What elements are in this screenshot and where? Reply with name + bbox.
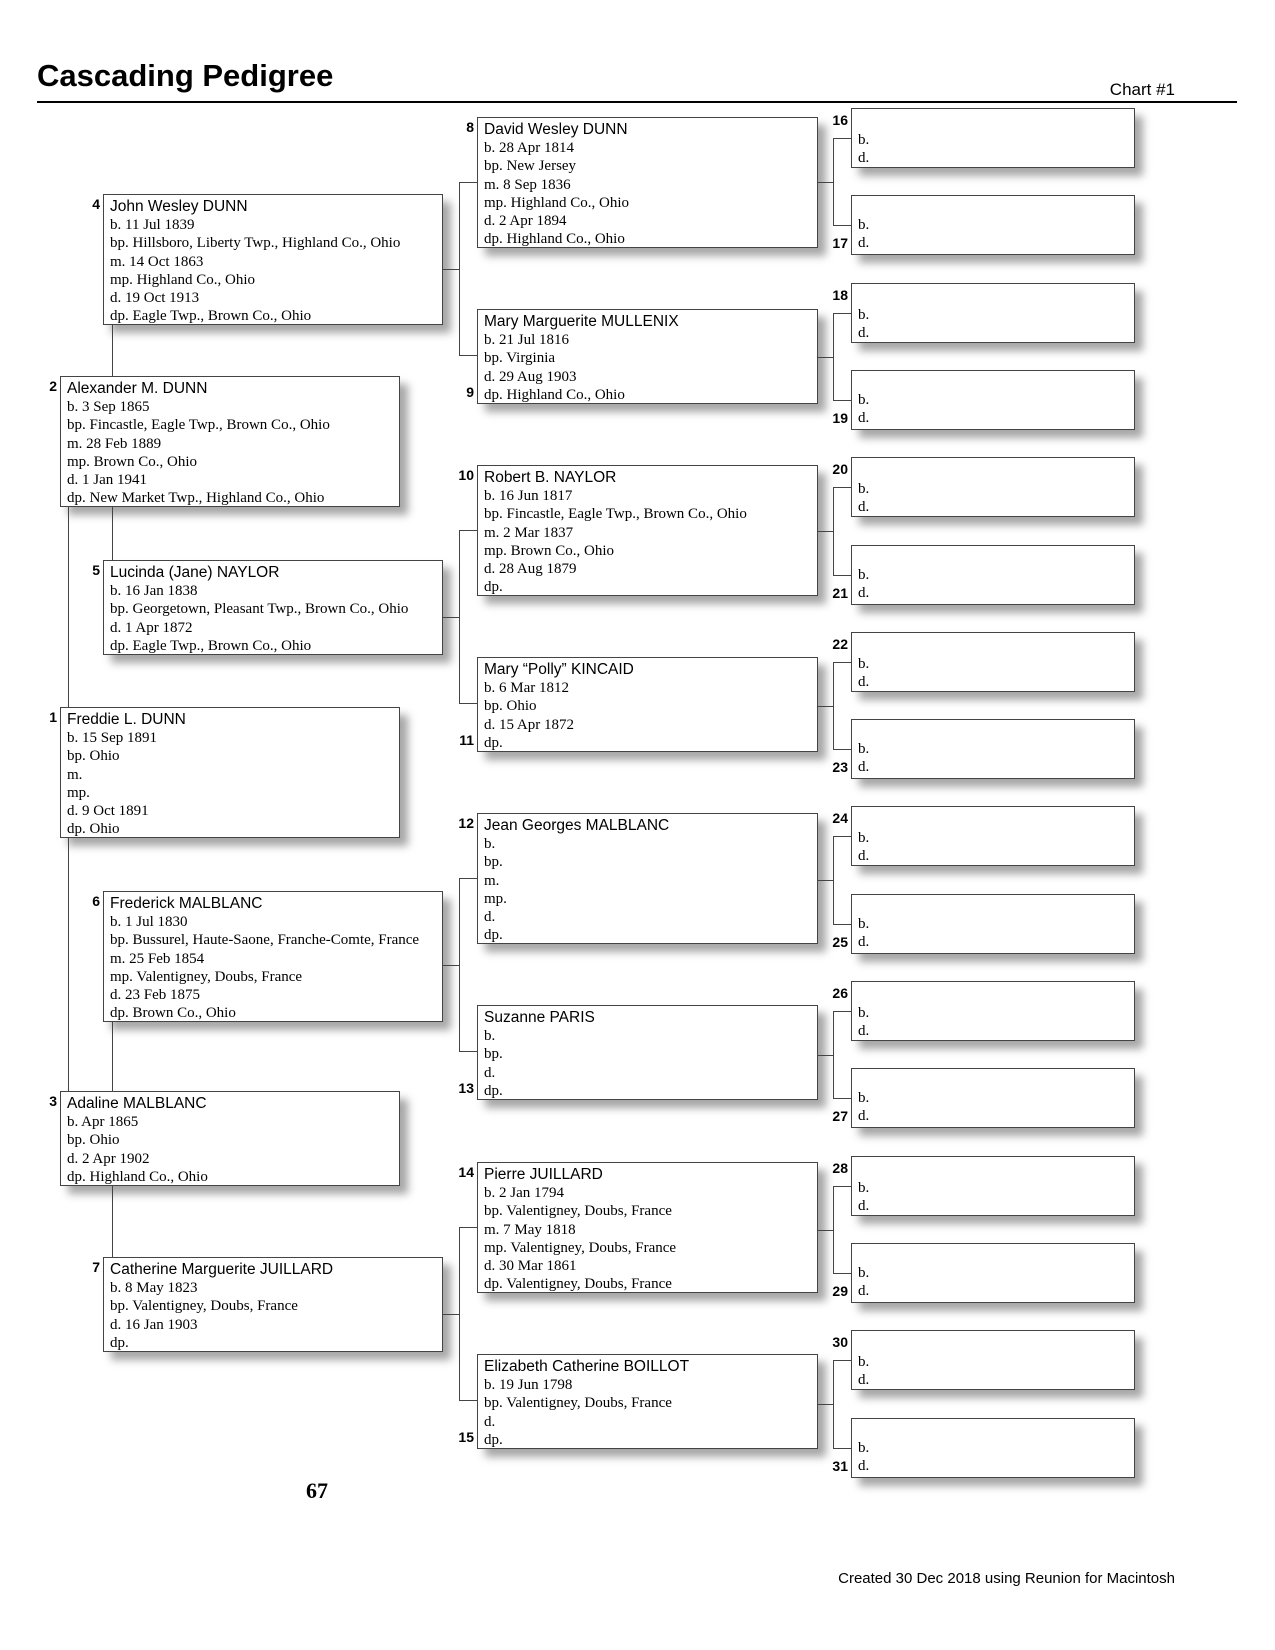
person-detail: dp. Ohio bbox=[67, 821, 120, 838]
connector-line bbox=[833, 1186, 851, 1187]
ancestor-box-23[interactable] bbox=[851, 719, 1135, 779]
person-detail: dp. bbox=[484, 734, 503, 751]
created-note: Created 30 Dec 2018 using Reunion for Macintosh bbox=[838, 1570, 1175, 1587]
person-detail: mp. bbox=[484, 890, 507, 907]
person-detail: bp. Ohio bbox=[484, 698, 537, 715]
ancestor-detail: d. bbox=[858, 150, 870, 167]
ancestor-detail: d. bbox=[858, 585, 870, 602]
person-name: Freddie L. DUNN bbox=[67, 711, 186, 728]
ahnentafel-number: 8 bbox=[466, 119, 474, 135]
ahnentafel-number: 15 bbox=[458, 1429, 474, 1445]
ahnentafel-number: 17 bbox=[832, 235, 848, 251]
connector-line bbox=[459, 182, 477, 183]
page-number: 67 bbox=[306, 1478, 328, 1503]
connector-line bbox=[833, 1448, 851, 1449]
person-box-14[interactable] bbox=[477, 1162, 818, 1293]
connector-line bbox=[459, 878, 477, 879]
ancestor-detail: b. bbox=[858, 1005, 870, 1021]
person-detail: m. 28 Feb 1889 bbox=[67, 435, 162, 452]
person-detail: b. 6 Mar 1812 bbox=[484, 680, 569, 696]
person-detail: b. 3 Sep 1865 bbox=[67, 399, 150, 415]
person-detail: bp. Ohio bbox=[67, 748, 120, 765]
person-box-1[interactable] bbox=[60, 707, 400, 838]
connector-line bbox=[459, 355, 477, 356]
ancestor-box-26[interactable] bbox=[851, 981, 1135, 1041]
person-detail: bp. Virginia bbox=[484, 350, 556, 367]
person-detail: b. 19 Jun 1798 bbox=[484, 1377, 573, 1393]
connector-line bbox=[833, 1273, 851, 1274]
connector-line bbox=[459, 530, 460, 703]
connector-line bbox=[68, 507, 69, 707]
connector-line bbox=[459, 703, 477, 704]
connector-line bbox=[112, 1022, 113, 1091]
connector-line bbox=[459, 1400, 477, 1401]
person-detail: mp. Valentigney, Doubs, France bbox=[110, 968, 303, 985]
person-detail: bp. Ohio bbox=[67, 1132, 120, 1149]
ancestor-box-21[interactable] bbox=[851, 545, 1135, 605]
ahnentafel-number: 14 bbox=[458, 1164, 474, 1180]
person-detail: bp. Valentigney, Doubs, France bbox=[484, 1395, 672, 1412]
person-detail: b. 15 Sep 1891 bbox=[67, 730, 157, 746]
ancestor-detail: b. bbox=[858, 916, 870, 932]
ancestor-box-16[interactable] bbox=[851, 108, 1135, 168]
person-detail: b. 8 May 1823 bbox=[110, 1280, 198, 1296]
person-name: Pierre JUILLARD bbox=[484, 1166, 603, 1183]
connector-line bbox=[833, 575, 851, 576]
person-detail: b. bbox=[484, 1028, 496, 1044]
connector-line bbox=[443, 965, 459, 966]
connector-line bbox=[833, 836, 834, 924]
person-detail: dp. New Market Twp., Highland Co., Ohio bbox=[67, 490, 325, 507]
connector-line bbox=[833, 749, 851, 750]
ahnentafel-number: 16 bbox=[832, 112, 848, 128]
ancestor-box-29[interactable] bbox=[851, 1243, 1135, 1303]
person-detail: b. 11 Jul 1839 bbox=[110, 217, 195, 233]
ahnentafel-number: 18 bbox=[832, 287, 848, 303]
person-detail: b. 28 Apr 1814 bbox=[484, 140, 574, 156]
ancestor-box-27[interactable] bbox=[851, 1068, 1135, 1128]
ahnentafel-number: 19 bbox=[832, 410, 848, 426]
connector-line bbox=[833, 662, 834, 749]
person-box-9[interactable] bbox=[477, 309, 818, 404]
person-detail: d. bbox=[484, 1413, 496, 1430]
connector-line bbox=[818, 1230, 833, 1231]
ahnentafel-number: 31 bbox=[832, 1458, 848, 1474]
person-name: David Wesley DUNN bbox=[484, 121, 628, 138]
ancestor-detail: d. bbox=[858, 1198, 870, 1215]
connector-line bbox=[833, 313, 851, 314]
ancestor-detail: d. bbox=[858, 848, 870, 865]
person-detail: mp. Brown Co., Ohio bbox=[67, 453, 198, 470]
ahnentafel-number: 28 bbox=[832, 1160, 848, 1176]
ahnentafel-number: 21 bbox=[832, 585, 848, 601]
person-detail: m. 7 May 1818 bbox=[484, 1221, 576, 1238]
person-detail: bp. bbox=[484, 1046, 503, 1063]
connector-line bbox=[833, 836, 851, 837]
ahnentafel-number: 2 bbox=[49, 378, 57, 394]
connector-line bbox=[443, 617, 459, 618]
connector-line bbox=[818, 880, 833, 881]
person-detail: b. 2 Jan 1794 bbox=[484, 1185, 564, 1201]
person-detail: m. bbox=[67, 766, 83, 783]
person-detail: mp. Highland Co., Ohio bbox=[110, 271, 255, 288]
ancestor-detail: b. bbox=[858, 392, 870, 408]
ahnentafel-number: 3 bbox=[49, 1093, 57, 1109]
person-detail: d. 2 Apr 1902 bbox=[67, 1150, 150, 1167]
person-box-7[interactable] bbox=[103, 1257, 443, 1352]
person-box-4[interactable] bbox=[103, 194, 443, 325]
connector-line bbox=[833, 924, 851, 925]
ancestor-box-18[interactable] bbox=[851, 283, 1135, 343]
ancestor-detail: d. bbox=[858, 1023, 870, 1040]
ancestor-detail: b. bbox=[858, 481, 870, 497]
ancestor-box-24[interactable] bbox=[851, 806, 1135, 866]
person-detail: dp. bbox=[110, 1334, 129, 1351]
person-detail: mp. bbox=[67, 784, 90, 801]
person-detail: bp. New Jersey bbox=[484, 158, 577, 175]
person-detail: dp. Eagle Twp., Brown Co., Ohio bbox=[110, 308, 312, 325]
connector-line bbox=[818, 1404, 833, 1405]
connector-line bbox=[112, 325, 113, 376]
ancestor-detail: b. bbox=[858, 741, 870, 757]
ancestor-detail: b. bbox=[858, 656, 870, 672]
ahnentafel-number: 26 bbox=[832, 985, 848, 1001]
person-detail: dp. bbox=[484, 1431, 503, 1448]
person-detail: dp. Valentigney, Doubs, France bbox=[484, 1276, 672, 1293]
person-detail: bp. Bussurel, Haute-Saone, Franche-Comte, France bbox=[110, 932, 420, 949]
ahnentafel-number: 5 bbox=[92, 562, 100, 578]
ancestor-box-22[interactable] bbox=[851, 632, 1135, 692]
person-detail: d. 29 Aug 1903 bbox=[484, 368, 577, 385]
person-detail: mp. Valentigney, Doubs, France bbox=[484, 1239, 677, 1256]
person-detail: mp. Highland Co., Ohio bbox=[484, 194, 629, 211]
ahnentafel-number: 12 bbox=[458, 815, 474, 831]
connector-line bbox=[833, 1186, 834, 1273]
ancestor-box-25[interactable] bbox=[851, 894, 1135, 954]
person-detail: b. 21 Jul 1816 bbox=[484, 332, 570, 348]
ancestor-box-31[interactable] bbox=[851, 1418, 1135, 1478]
ancestor-detail: d. bbox=[858, 759, 870, 776]
connector-line bbox=[833, 487, 851, 488]
connector-line bbox=[833, 138, 851, 139]
ancestor-box-19[interactable] bbox=[851, 370, 1135, 430]
person-name: Mary “Polly” KINCAID bbox=[484, 661, 634, 678]
ancestor-box-30[interactable] bbox=[851, 1330, 1135, 1390]
connector-line bbox=[833, 1011, 851, 1012]
person-detail: d. 1 Jan 1941 bbox=[67, 472, 147, 489]
connector-line bbox=[818, 706, 833, 707]
ancestor-detail: d. bbox=[858, 325, 870, 342]
ancestor-detail: b. bbox=[858, 217, 870, 233]
person-box-6[interactable] bbox=[103, 891, 443, 1022]
person-box-12[interactable] bbox=[477, 813, 818, 944]
ahnentafel-number: 20 bbox=[832, 461, 848, 477]
connector-line bbox=[833, 1360, 851, 1361]
person-name: Catherine Marguerite JUILLARD bbox=[110, 1261, 334, 1278]
connector-line bbox=[818, 357, 833, 358]
person-detail: bp. bbox=[484, 854, 503, 871]
connector-line bbox=[818, 1055, 833, 1056]
person-detail: bp. Fincastle, Eagle Twp., Brown Co., Ohio bbox=[484, 506, 747, 523]
person-box-10[interactable] bbox=[477, 465, 818, 596]
person-box-11[interactable] bbox=[477, 657, 818, 752]
ancestor-detail: b. bbox=[858, 1440, 870, 1456]
person-detail: b. 1 Jul 1830 bbox=[110, 914, 188, 930]
connector-line bbox=[833, 225, 851, 226]
connector-line bbox=[459, 182, 460, 355]
person-detail: dp. bbox=[484, 927, 503, 944]
connector-line bbox=[833, 313, 834, 400]
connector-line bbox=[818, 531, 833, 532]
ahnentafel-number: 1 bbox=[49, 709, 57, 725]
person-detail: b. Apr 1865 bbox=[67, 1114, 139, 1130]
ancestor-box-17[interactable] bbox=[851, 195, 1135, 255]
person-name: Robert B. NAYLOR bbox=[484, 469, 617, 486]
ahnentafel-number: 25 bbox=[832, 934, 848, 950]
person-name: Jean Georges MALBLANC bbox=[484, 817, 670, 834]
ahnentafel-number: 6 bbox=[92, 893, 100, 909]
ahnentafel-number: 13 bbox=[458, 1080, 474, 1096]
person-name: Suzanne PARIS bbox=[484, 1009, 595, 1026]
connector-line bbox=[112, 507, 113, 560]
person-detail: m. bbox=[484, 872, 500, 889]
ancestor-detail: d. bbox=[858, 674, 870, 691]
person-name: Elizabeth Catherine BOILLOT bbox=[484, 1358, 690, 1375]
person-detail: dp. Highland Co., Ohio bbox=[484, 231, 625, 248]
person-name: Lucinda (Jane) NAYLOR bbox=[110, 564, 280, 581]
ahnentafel-number: 27 bbox=[832, 1108, 848, 1124]
person-detail: m. 2 Mar 1837 bbox=[484, 524, 574, 541]
ancestor-detail: d. bbox=[858, 235, 870, 252]
page-title: Cascading Pedigree bbox=[37, 58, 334, 93]
person-detail: dp. bbox=[484, 579, 503, 596]
person-box-3[interactable] bbox=[60, 1091, 400, 1186]
person-detail: dp. Brown Co., Ohio bbox=[110, 1005, 236, 1022]
person-detail: d. 9 Oct 1891 bbox=[67, 803, 149, 820]
connector-line bbox=[818, 182, 833, 183]
person-detail: b. bbox=[484, 836, 496, 852]
chart-number: Chart #1 bbox=[1109, 80, 1175, 99]
connector-line bbox=[459, 878, 460, 1051]
connector-line bbox=[833, 662, 851, 663]
connector-line bbox=[833, 1098, 851, 1099]
person-detail: d. 28 Aug 1879 bbox=[484, 561, 577, 578]
person-detail: dp. Eagle Twp., Brown Co., Ohio bbox=[110, 637, 312, 654]
connector-line bbox=[833, 1360, 834, 1448]
person-detail: m. 25 Feb 1854 bbox=[110, 950, 205, 967]
person-box-2[interactable] bbox=[60, 376, 400, 507]
ancestor-detail: b. bbox=[858, 1180, 870, 1196]
ancestor-detail: b. bbox=[858, 1265, 870, 1281]
connector-line bbox=[833, 487, 834, 575]
person-box-8[interactable] bbox=[477, 117, 818, 248]
ancestor-box-20[interactable] bbox=[851, 457, 1135, 517]
person-name: Alexander M. DUNN bbox=[67, 380, 208, 397]
ahnentafel-number: 22 bbox=[832, 636, 848, 652]
person-detail: d. bbox=[484, 1064, 496, 1081]
ahnentafel-number: 24 bbox=[832, 810, 848, 826]
person-box-5[interactable] bbox=[103, 560, 443, 655]
ancestor-detail: d. bbox=[858, 1283, 870, 1300]
person-detail: d. 1 Apr 1872 bbox=[110, 619, 193, 636]
person-detail: bp. Valentigney, Doubs, France bbox=[110, 1298, 298, 1315]
person-detail: dp. Highland Co., Ohio bbox=[484, 386, 625, 403]
ahnentafel-number: 7 bbox=[92, 1259, 100, 1275]
person-detail: bp. Fincastle, Eagle Twp., Brown Co., Ohio bbox=[67, 417, 330, 434]
ancestor-box-28[interactable] bbox=[851, 1156, 1135, 1216]
connector-line bbox=[68, 838, 69, 1091]
ahnentafel-number: 11 bbox=[459, 732, 474, 748]
person-box-13[interactable] bbox=[477, 1005, 818, 1100]
ancestor-detail: d. bbox=[858, 1372, 870, 1389]
ahnentafel-number: 30 bbox=[832, 1334, 848, 1350]
connector-line bbox=[112, 1186, 113, 1257]
ancestor-detail: d. bbox=[858, 1108, 870, 1125]
ancestor-detail: b. bbox=[858, 307, 870, 323]
title-rule bbox=[37, 101, 1237, 103]
person-detail: d. 30 Mar 1861 bbox=[484, 1258, 577, 1275]
person-name: Frederick MALBLANC bbox=[110, 895, 263, 912]
ahnentafel-number: 23 bbox=[832, 759, 848, 775]
person-detail: bp. Valentigney, Doubs, France bbox=[484, 1203, 672, 1220]
ahnentafel-number: 9 bbox=[466, 384, 474, 400]
connector-line bbox=[443, 1314, 459, 1315]
ancestor-detail: b. bbox=[858, 567, 870, 583]
connector-line bbox=[833, 1011, 834, 1098]
ancestor-detail: b. bbox=[858, 1354, 870, 1370]
person-detail: d. 15 Apr 1872 bbox=[484, 716, 574, 733]
person-detail: dp. Highland Co., Ohio bbox=[67, 1168, 208, 1185]
connector-line bbox=[833, 138, 834, 225]
connector-line bbox=[833, 400, 851, 401]
connector-line bbox=[459, 530, 477, 531]
ahnentafel-number: 10 bbox=[458, 467, 474, 483]
ancestor-detail: d. bbox=[858, 499, 870, 516]
person-detail: m. 8 Sep 1836 bbox=[484, 176, 571, 193]
person-detail: bp. Hillsboro, Liberty Twp., Highland Co., Ohio bbox=[110, 235, 401, 252]
ancestor-detail: b. bbox=[858, 1090, 870, 1106]
person-detail: d. 23 Feb 1875 bbox=[110, 987, 200, 1004]
ancestor-detail: b. bbox=[858, 830, 870, 846]
person-detail: m. 14 Oct 1863 bbox=[110, 253, 204, 270]
connector-line bbox=[443, 269, 459, 270]
person-detail: bp. Georgetown, Pleasant Twp., Brown Co., Ohio bbox=[110, 601, 409, 618]
connector-line bbox=[459, 1051, 477, 1052]
person-detail: d. 19 Oct 1913 bbox=[110, 290, 200, 307]
ancestor-detail: d. bbox=[858, 1458, 870, 1475]
connector-line bbox=[459, 1227, 477, 1228]
ancestor-detail: d. bbox=[858, 410, 870, 427]
person-detail: d. 16 Jan 1903 bbox=[110, 1316, 198, 1333]
person-detail: d. 2 Apr 1894 bbox=[484, 213, 567, 230]
ancestor-detail: b. bbox=[858, 132, 870, 148]
connector-line bbox=[459, 1227, 460, 1400]
person-detail: d. bbox=[484, 909, 496, 926]
ahnentafel-number: 4 bbox=[92, 196, 100, 212]
person-detail: mp. Brown Co., Ohio bbox=[484, 542, 615, 559]
person-name: Adaline MALBLANC bbox=[67, 1095, 207, 1112]
person-detail: b. 16 Jun 1817 bbox=[484, 488, 573, 504]
person-detail: dp. bbox=[484, 1082, 503, 1099]
person-name: John Wesley DUNN bbox=[110, 198, 248, 215]
person-detail: b. 16 Jan 1838 bbox=[110, 583, 198, 599]
ancestor-detail: d. bbox=[858, 934, 870, 951]
person-name: Mary Marguerite MULLENIX bbox=[484, 313, 679, 330]
ahnentafel-number: 29 bbox=[832, 1283, 848, 1299]
person-box-15[interactable] bbox=[477, 1354, 818, 1449]
